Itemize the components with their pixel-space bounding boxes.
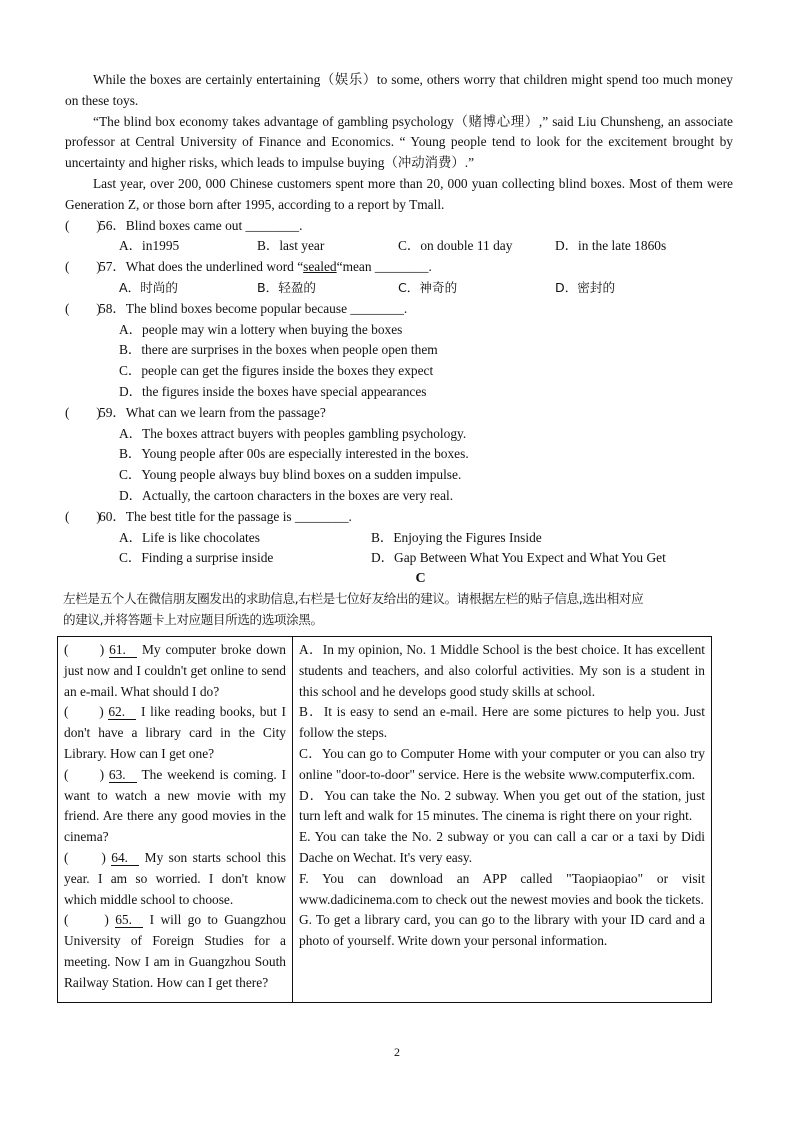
option-d: D．the figures inside the boxes have special appearances — [119, 383, 427, 399]
request-text: I like reading books, but I don't have a library card in the City Library. How can I get one? — [64, 704, 286, 761]
answer-blank[interactable]: ( ) — [64, 849, 106, 865]
answer-blank[interactable]: ( ) — [65, 300, 101, 316]
question-number: 64. — [111, 850, 139, 866]
request-text: I will go to Guangzhou University of Foreign Studies for a meeting. Now I am in Guangzhou South Railway Station. How can I get there? — [64, 912, 286, 990]
suggestion-e: E. You can take the No. 2 subway or you can call a car or a taxi by Didi Dache on Wechat. It's very easy. — [299, 829, 705, 865]
question-number: 62. — [108, 704, 136, 720]
option-c: C．Finding a surprise inside — [119, 550, 274, 566]
suggestion-d: D．You can take the No. 2 subway. When you get out of the station, just turn left and walk for 15 minutes. The cinema is right there on your right. — [299, 787, 705, 824]
question-56 — [65, 216, 733, 237]
answer-blank[interactable]: ( ) — [65, 217, 101, 233]
question-56-options — [65, 236, 733, 257]
passage-paragraph-2: “The blind box economy takes advantage of gambling psychology（赌博心理）,” said Liu Chunsheng, an associate professor at Central University of Finance and Economics. “ Young people tend to look for the excitement brought by uncertainty and higher risks, which leads to impulse buying（冲动消费）.” — [65, 113, 733, 171]
request-text: My son starts school this year. I am so worried. I don't know which middle school to choose. — [64, 849, 287, 907]
help-request-63 — [64, 765, 286, 848]
question-57 — [65, 257, 733, 278]
answer-blank[interactable]: ( ) — [64, 912, 109, 928]
question-number: 61. — [109, 642, 137, 658]
option-a: A．The boxes attract buyers with peoples gambling psychology. — [119, 425, 467, 441]
question-59 — [65, 403, 733, 424]
suggestion-f: F. You can download an APP called "Taopiaopiao" or visit www.dadicinema.com to check out the newest movies and book the tickets. — [299, 870, 705, 907]
option-d: D．Gap Between What You Expect and What You Get — [371, 550, 666, 566]
answer-blank[interactable]: ( ) — [64, 704, 104, 720]
stem-text: “mean ________. — [336, 259, 432, 275]
request-text: The weekend is coming. I want to watch a new movie with my friend. Are there any good movies in the cinema? — [64, 766, 287, 845]
matching-table — [57, 636, 712, 1003]
passage-paragraph-1: While the boxes are certainly entertaining（娱乐）to some, others worry that children might spend too much money on these toys. — [65, 72, 733, 108]
suggestions-column — [293, 637, 712, 1003]
option-a: A．Life is like chocolates — [119, 529, 260, 545]
help-request-61 — [64, 640, 286, 702]
suggestion-c: C．You can go to Computer Home with your computer or you can also try online "door-to-door" service. Here is the website www.computerfix.com. — [299, 745, 705, 782]
section-instructions-line-2: 的建议,并将答题卡上对应题目所选的选项涂黑。 — [63, 611, 323, 627]
question-stem: 59．What can we learn from the passage? — [99, 404, 326, 420]
question-stem: 60．The best title for the passage is ________. — [99, 508, 352, 524]
help-requests-column — [58, 637, 293, 1003]
question-number: 65. — [115, 912, 143, 928]
option-c: C．on double 11 day — [398, 238, 513, 254]
answer-blank[interactable]: ( ) — [65, 508, 101, 524]
answer-blank[interactable]: ( ) — [65, 259, 101, 275]
question-60-options-row-2 — [65, 548, 733, 569]
option-a: A．people may win a lottery when buying the boxes — [119, 321, 403, 337]
suggestion-a: A．In my opinion, No. 1 Middle School is the best choice. It has excellent students and teachers, and also colorful activities. My son is a student in this school and he develops good study skills at school. — [299, 642, 705, 699]
option-c: C．Young people always buy blind boxes on a sudden impulse. — [119, 467, 462, 483]
section-instructions-line-1: 左栏是五个人在微信朋友圈发出的求助信息,右栏是七位好友给出的建议。请根据左栏的贴子信息,选出相对应 — [63, 591, 644, 607]
answer-blank[interactable]: ( ) — [64, 766, 105, 782]
option-d: D．密封的 — [555, 279, 616, 295]
help-request-62 — [64, 702, 286, 764]
option-a: A．时尚的 — [119, 279, 178, 295]
option-d: D．Actually, the cartoon characters in the boxes are very real. — [119, 487, 454, 503]
option-b: B．there are surprises in the boxes when people open them — [119, 342, 438, 358]
question-60 — [65, 507, 733, 528]
option-b: B．轻盈的 — [257, 279, 317, 295]
passage-paragraph-3: Last year, over 200, 000 Chinese customers spent more than 20, 000 yuan collecting blind boxes. Most of them were Generation Z, or those born after 1995, according to a report by Tmall. — [65, 175, 733, 212]
underlined-word: sealed — [303, 259, 337, 275]
suggestion-g: G. To get a library card, you can go to the library with your ID card and a photo of yourself. Write down your personal information. — [299, 912, 705, 949]
option-b: B．Enjoying the Figures Inside — [371, 529, 542, 545]
option-c: C．people can get the figures inside the boxes they expect — [119, 363, 434, 379]
option-c: C．神奇的 — [398, 279, 458, 295]
question-stem: 56．Blind boxes came out ________. — [99, 217, 303, 233]
question-60-options-row-1 — [65, 528, 733, 549]
help-request-64 — [64, 848, 286, 910]
answer-blank[interactable]: ( ) — [64, 642, 105, 657]
option-a: A．in1995 — [119, 238, 180, 254]
question-57-options — [65, 278, 733, 299]
option-d: D．in the late 1860s — [555, 238, 667, 254]
request-text: My computer broke down just now and I couldn't get online to send an e-mail. What should I do? — [64, 642, 286, 699]
section-title: C — [415, 571, 426, 587]
help-request-65 — [64, 910, 286, 993]
answer-blank[interactable]: ( ) — [65, 404, 101, 420]
question-stem: 58．The blind boxes become popular because ________. — [99, 300, 408, 316]
option-b: B．Young people after 00s are especially interested in the boxes. — [119, 446, 469, 462]
option-b: B．last year — [257, 238, 325, 254]
question-58 — [65, 299, 733, 320]
stem-text: 57．What does the underlined word “ — [99, 259, 304, 275]
worksheet-page — [65, 70, 733, 631]
suggestion-b: B．It is easy to send an e-mail. Here are some pictures to help you. Just follow the steps. — [299, 704, 705, 741]
question-stem — [99, 257, 733, 278]
page-number: 2 — [394, 1045, 400, 1059]
question-number: 63. — [109, 767, 137, 783]
